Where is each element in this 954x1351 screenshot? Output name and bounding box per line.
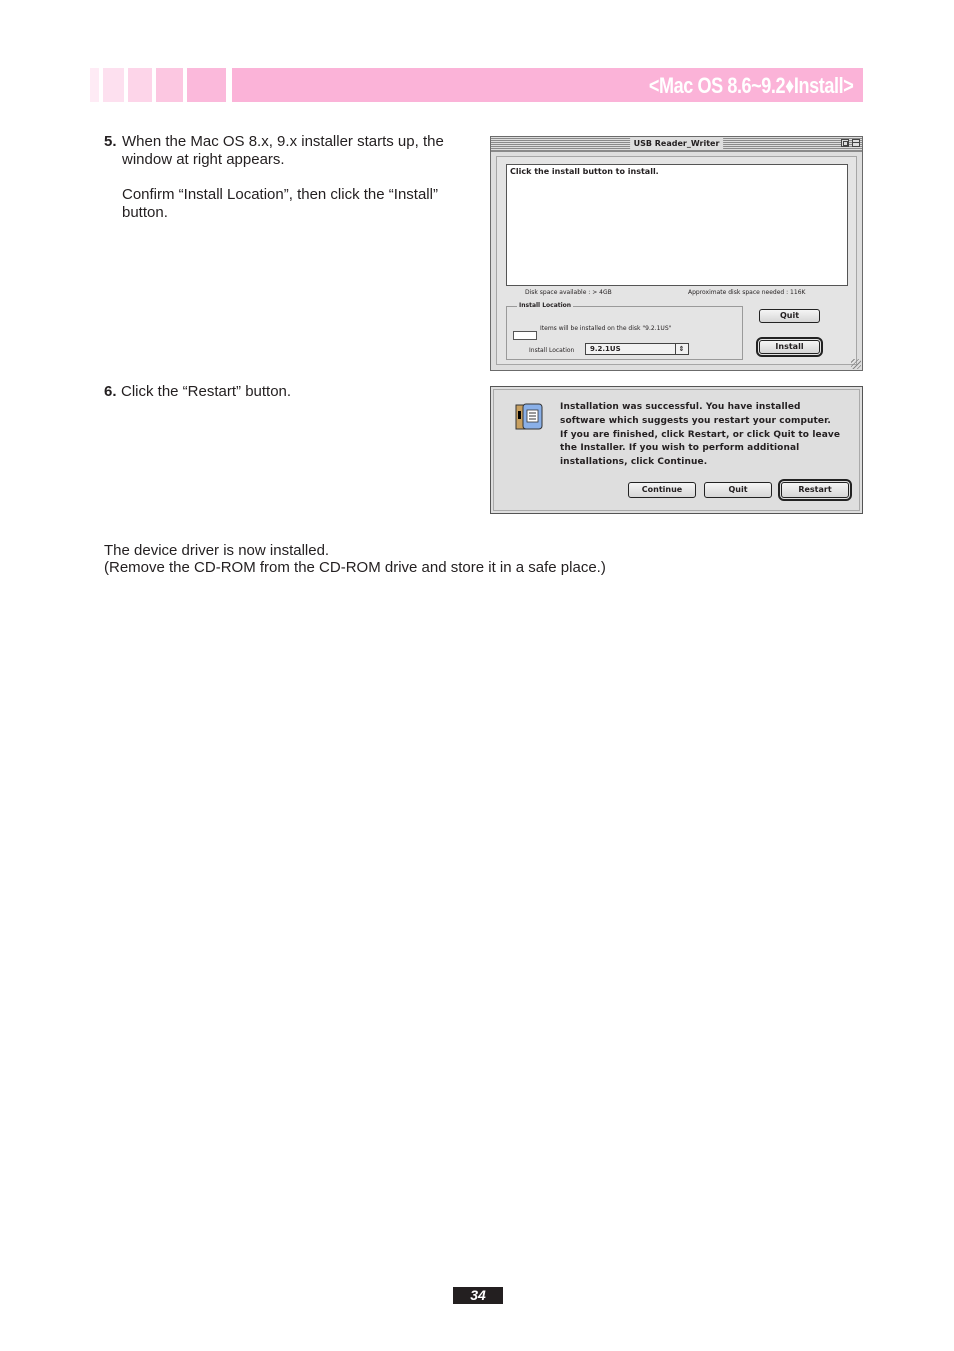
items-note: Items will be installed on the disk "9.2.1US" bbox=[540, 325, 672, 332]
header-deco-block-3 bbox=[128, 68, 152, 102]
restart-alert-dialog bbox=[490, 386, 863, 514]
installer-alert-icon bbox=[515, 403, 543, 431]
alert-quit-button[interactable]: Quit bbox=[704, 482, 772, 498]
install-button[interactable]: Install bbox=[759, 340, 820, 354]
step-6-number: 6. bbox=[104, 383, 117, 400]
zoom-box-icon[interactable] bbox=[841, 139, 849, 147]
install-location-value: 9.2.1US bbox=[590, 345, 621, 353]
installer-window-title: USB Reader_Writer bbox=[630, 138, 724, 149]
restart-button[interactable]: Restart bbox=[781, 482, 849, 498]
disk-space-available: Disk space available : > 4GB bbox=[525, 289, 612, 296]
collapse-box-icon[interactable] bbox=[852, 139, 860, 147]
installer-content bbox=[496, 156, 857, 365]
footer-line-1: The device driver is now installed. bbox=[104, 542, 330, 559]
alert-message-line: Installation was successful. You have installed bbox=[560, 402, 801, 412]
alert-message-line: If you are finished, click Restart, or click Quit to leave bbox=[560, 429, 841, 440]
alert-message-line: software which suggests you restart your computer. bbox=[560, 415, 831, 426]
installer-message-box bbox=[506, 164, 848, 286]
disk-icon-field bbox=[513, 331, 537, 340]
installer-quit-button[interactable]: Quit bbox=[759, 309, 820, 323]
resize-grip-icon[interactable] bbox=[851, 359, 861, 369]
alert-message-line: installations, click Continue. bbox=[560, 457, 708, 468]
install-location-group-label: Install Location bbox=[519, 302, 572, 309]
continue-button[interactable]: Continue bbox=[628, 482, 696, 498]
installer-titlebar[interactable] bbox=[491, 137, 862, 152]
header-deco-block-5 bbox=[187, 68, 226, 102]
step-5-number: 5. bbox=[104, 133, 117, 150]
header-deco-block-1 bbox=[90, 68, 99, 102]
page-title: <Mac OS 8.6~9.2♦Install> bbox=[648, 73, 853, 98]
install-location-group bbox=[506, 302, 743, 360]
header-deco-block-2 bbox=[103, 68, 124, 102]
step-5-line-1: When the Mac OS 8.x, 9.x installer starts up, the bbox=[122, 133, 444, 150]
alert-message bbox=[560, 401, 856, 470]
header-bar bbox=[232, 68, 863, 102]
installer-window bbox=[490, 136, 863, 371]
install-location-label: Install Location bbox=[529, 347, 575, 354]
step-5-line-4: button. bbox=[122, 204, 168, 221]
header-deco-block-4 bbox=[156, 68, 183, 102]
step-5-line-3: Confirm “Install Location”, then click the “Install” bbox=[122, 186, 438, 203]
popup-arrows-icon: ⇕ bbox=[675, 344, 687, 354]
step-5-line-2: window at right appears. bbox=[122, 151, 285, 168]
disk-space-needed: Approximate disk space needed : 116K bbox=[688, 289, 806, 296]
installer-message: Click the install button to install. bbox=[510, 167, 659, 176]
install-location-popup[interactable] bbox=[585, 343, 689, 355]
page-number: 34 bbox=[453, 1287, 503, 1304]
footer-line-2: (Remove the CD-ROM from the CD-ROM drive and store it in a safe place.) bbox=[104, 559, 606, 576]
step-6-line-1: Click the “Restart” button. bbox=[121, 383, 292, 400]
alert-message-line: the Installer. If you wish to perform additional bbox=[560, 443, 800, 454]
